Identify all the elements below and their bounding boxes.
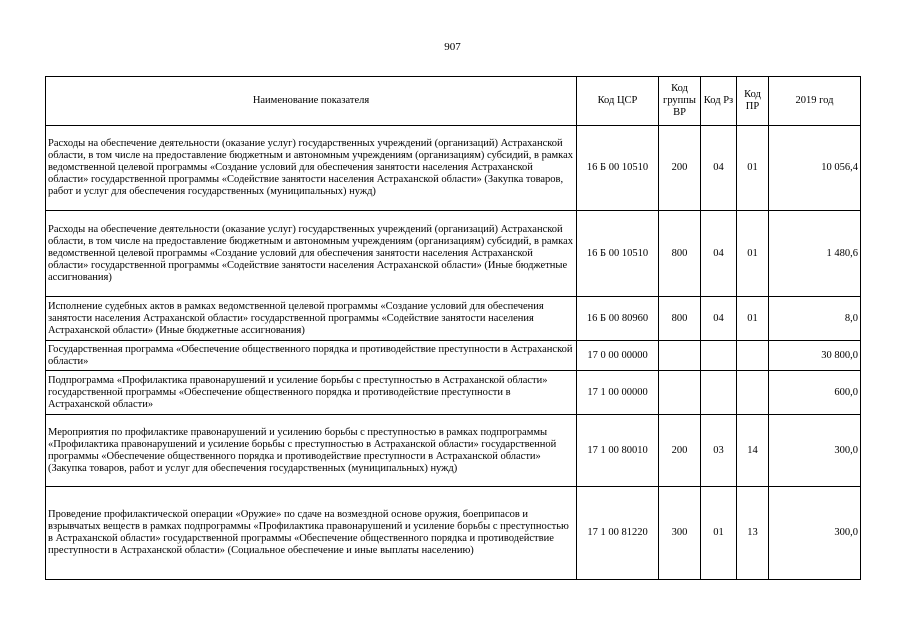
row-rz-code: 04 xyxy=(701,211,737,297)
row-vr-code: 800 xyxy=(659,211,701,297)
row-vr-code: 200 xyxy=(659,415,701,487)
row-sum-2019: 10 056,4 xyxy=(769,126,861,211)
page-number: 907 xyxy=(444,41,461,53)
row-indicator-name: Проведение профилактической операции «Оружие» по сдаче на возмездной основе оружия, боеприпасов и взрывчатых веществ в рамках подпрограммы «Профилактика правонарушений и усиление борьбы с преступностью в Астраханской области» государственной программы «Обеспечение общественного порядка и противодействие преступности в Астраханской области» (Социальное обеспечение и иные выплаты населению) xyxy=(46,487,577,580)
row-indicator-name: Мероприятия по профилактике правонарушений и усилению борьбы с преступностью в рамках подпрограммы «Профилактика правонарушений и усиление борьбы с преступностью в Астраханской области» государственной программы «Обеспечение общественного порядка и противодействие преступности в Астраханской области» (Закупка товаров, работ и услуг для обеспечения государственных (муниципальных) нужд) xyxy=(46,415,577,487)
row-sum-2019: 8,0 xyxy=(769,297,861,341)
row-sum-2019: 300,0 xyxy=(769,415,861,487)
row-indicator-name: Подпрограмма «Профилактика правонарушений и усиление борьбы с преступностью в Астраханской области» государственной программы «Обеспечение общественного порядка и противодействие преступности в Астраханской области» xyxy=(46,371,577,415)
row-vr-code xyxy=(659,371,701,415)
row-rz-code: 01 xyxy=(701,487,737,580)
row-indicator-name: Расходы на обеспечение деятельности (оказание услуг) государственных учреждений (организаций) Астраханской области, в том числе на предоставление бюджетным и автономным учреждениям (организациям) субсидий, в рамках ведомственной целевой программы «Создание условий для обеспечения занятости населения Астраханской области» государственной программы «Содействие занятости населения Астраханской области» (Закупка товаров, работ и услуг для обеспечения государственных (муниципальных) нужд) xyxy=(46,126,577,211)
row-rz-code xyxy=(701,371,737,415)
header-csr-code: Код ЦСР xyxy=(577,77,659,126)
table-row xyxy=(46,371,861,415)
row-rz-code: 03 xyxy=(701,415,737,487)
table-row xyxy=(46,341,861,371)
row-pr-code: 01 xyxy=(737,297,769,341)
table-row xyxy=(46,211,861,297)
table-row xyxy=(46,415,861,487)
row-csr-code: 17 1 00 00000 xyxy=(577,371,659,415)
row-pr-code xyxy=(737,371,769,415)
row-csr-code: 17 0 00 00000 xyxy=(577,341,659,371)
row-csr-code: 17 1 00 81220 xyxy=(577,487,659,580)
table-row xyxy=(46,126,861,211)
row-pr-code: 01 xyxy=(737,211,769,297)
row-vr-code xyxy=(659,341,701,371)
table-row xyxy=(46,297,861,341)
row-pr-code: 14 xyxy=(737,415,769,487)
row-csr-code: 16 Б 00 10510 xyxy=(577,211,659,297)
table-row xyxy=(46,487,861,580)
row-rz-code: 04 xyxy=(701,297,737,341)
header-pr-code: Код ПР xyxy=(737,77,769,126)
header-year-2019: 2019 год xyxy=(769,77,861,126)
row-rz-code xyxy=(701,341,737,371)
row-pr-code xyxy=(737,341,769,371)
row-csr-code: 16 Б 00 10510 xyxy=(577,126,659,211)
row-indicator-name: Государственная программа «Обеспечение общественного порядка и противодействие преступности в Астраханской области» xyxy=(46,341,577,371)
header-indicator-name: Наименование показателя xyxy=(46,77,577,126)
row-sum-2019: 30 800,0 xyxy=(769,341,861,371)
row-rz-code: 04 xyxy=(701,126,737,211)
row-sum-2019: 600,0 xyxy=(769,371,861,415)
header-rz-code: Код Рз xyxy=(701,77,737,126)
header-vr-code: Код группы ВР xyxy=(659,77,701,126)
row-indicator-name: Исполнение судебных актов в рамках ведомственной целевой программы «Создание условий для обеспечения занятости населения Астраханской области» государственной программы «Содействие занятости населения Астраханской области» (Иные бюджетные ассигнования) xyxy=(46,297,577,341)
row-indicator-name: Расходы на обеспечение деятельности (оказание услуг) государственных учреждений (организаций) Астраханской области, в том числе на предоставление бюджетным и автономным учреждениям (организациям) субсидий, в рамках ведомственной целевой программы «Создание условий для обеспечения занятости населения Астраханской области» государственной программы «Содействие занятости населения Астраханской области» (Иные бюджетные ассигнования) xyxy=(46,211,577,297)
row-pr-code: 13 xyxy=(737,487,769,580)
row-vr-code: 300 xyxy=(659,487,701,580)
row-sum-2019: 300,0 xyxy=(769,487,861,580)
row-vr-code: 800 xyxy=(659,297,701,341)
table-header-row xyxy=(46,77,861,126)
row-csr-code: 16 Б 00 80960 xyxy=(577,297,659,341)
budget-table xyxy=(45,76,861,580)
row-csr-code: 17 1 00 80010 xyxy=(577,415,659,487)
row-sum-2019: 1 480,6 xyxy=(769,211,861,297)
row-pr-code: 01 xyxy=(737,126,769,211)
row-vr-code: 200 xyxy=(659,126,701,211)
